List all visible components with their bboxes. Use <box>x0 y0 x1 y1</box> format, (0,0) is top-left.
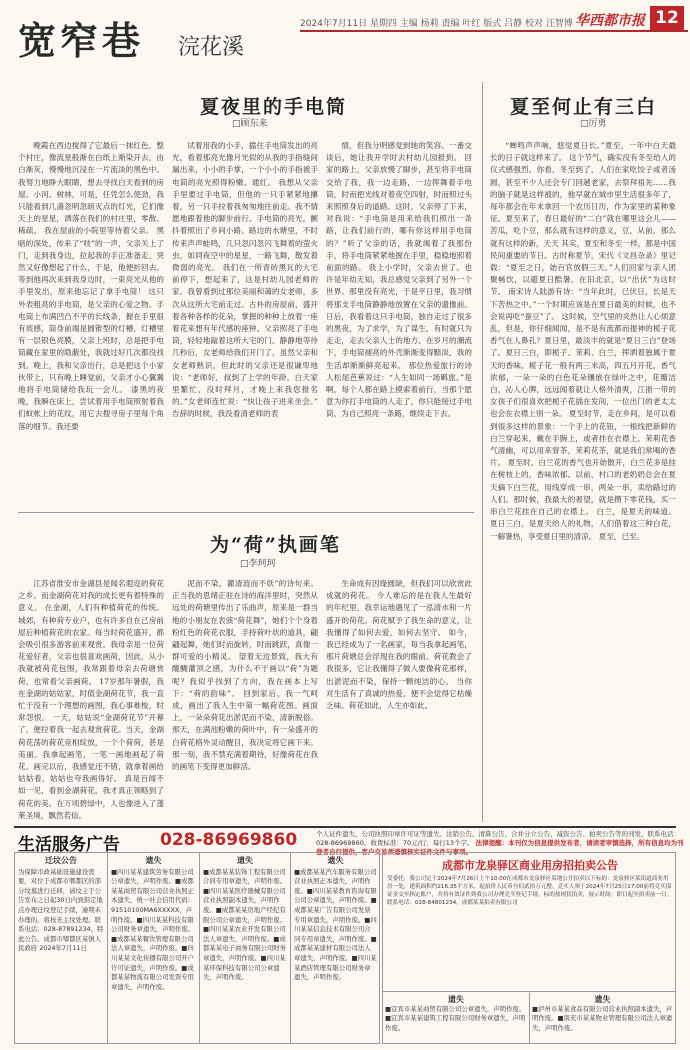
article1-col3-text: 情，但我分明感觉到她的笑容。一番交谈后，她让我开学时去村幼儿园报到。 回家的路上，父亲放慢了脚步，甚至将手电筒交给了我，我一边走路，一边挥舞着手电筒，时而把光线对着夜空四射，时而照过头来照照身后的道路。这时，父亲停了下来，对我说：“手电筒是用来给我们照出一条路，让我们前行的，哪有你这样用手电筒的？”听了父亲的话，我就竭着了我那份手，将手电筒紧紧地握在手里，稳稳地照着前面的路。 我上小学时，父亲去世了。也许是年幼无知，我总感觉父亲到了另外一个世界。那里没有亮光，于是平日里，我习惯将那支手电筒静静地放置在父亲的遗像前。日后，我看着这只手电筒，独自走过了很多的黑夜，为了求学，为了谋生，有时就只为走走，走去父亲人士的地方。在岁月的潮流下，手电筒褪亮的外壳渐渐变得黯淡，我的生活却渐渐鲜亮起来。 那位热爱旅行的诗人松尾芭蕉说过：“人生如同一场羁旅。”是啊，每个人都在路上摸索着前行，当那个愿意为你打手电筒的人走了，你只能接过手电筒，为自己照亮一条路，继续走下去。 <box>326 141 472 419</box>
page-number: 12 <box>650 6 684 30</box>
lost-block-2 <box>529 993 675 1043</box>
article1-col2-text: 试着用我的小手，擋住手电筒发出的亮光，看着那亮光像月光似的从我的手指缝间漏出来，小小的手掌，一个小小的手指被手电筒的亮光照得粉嫩、通红。 我想从父亲手里要过手电筒，但他的一只手紧紧地攥着，另一只手拉着我匆匆地往前走。我不情愿地跟着他的脚步前行。手电筒的亮光，颤抖着照出了乡间小路。路边的水塘里，不时传来声声蛙鸣，几只忽闪忽闪飞舞着的萤火虫，如同夜空中的星星，一路飞舞，散发着微弱的亮光。 我们在一所青砖黑瓦的大宅前停下，想起来了，这是村幼儿园老师的家。我曾看到过那位美丽和蔼的女老师，多次从这所大宅前走过。古朴的房屋前，盛开着各种各样的花朵，掌握的种种上放着一座着花来想有年代感的座钟。父亲照亮了手电筒，轻轻地敲着这所大宅的门。静静地等待几秒后，女老师给我们开门了，虽然父亲和女老师熟识，但此时的父亲还是很谦卑地说：“老师好，叔到了上学的年龄，白天家里繁忙，没时拜月，才晚上来我您报名的。”女老师连忙说：“快让孩子进来坐会。” 告辞的时候，我没看清老师的表 <box>172 141 318 419</box>
auction-notice <box>382 852 676 1044</box>
article3-col1-text: 江苏省淮安市金湖县是闻名遐迩的荷花之乡。而金湖荷花对我的成长更有着特殊的意义。 在金湖，人们有种植荷花的传统。城郊，有种荷专业户，也有许多自在己房前屋后种植荷花的农家。每当时荷花盛开，都会吸引很多游客前来观赏。我母亲是一位荷花爱好者，父亲也很喜欢画荷，因此，从小我就被荷花包围，我常跟着母亲去荷塘赏荷，也常看父亲画荷。 17岁那年暑假，我在金湖的姑姑家，时值金湖荷花节，我一直忙于没有一个理想的画图，我心事难梭，时常怨恨。 一天，姑姑说“金湖荷花节”开幕了，便拉着我一起去观赏荷花。当天，金湖荷花荡的荷花竞相绽放，一个个荷荷，甚是美丽。我拿起画笔，一笔一画地画起了荷花。画完以后，我感觉还不错，就拿着画给姑姑看，姑姑也夸我画得好。 真是百闻不如一见，看到金湖荷花，我才真正领略到了荷花的美。在万顷碧绿中，人也像进入了蓬莱圣境，飘然若仙。 <box>18 579 164 820</box>
masthead-rule <box>300 30 688 32</box>
ad-category: 迁坟公告 <box>45 856 77 865</box>
ad-title: 生活服务广告 <box>18 835 120 855</box>
article1-column-3 <box>326 140 472 498</box>
article1-col1-text: 晚霞在西边搅得了它最后一抹红色，整个村庄，像流星般渐在白纸上渐染开去，由白渐灰，慢慢地沉浸在一片流淡的黑色中。我努力地睁大眼睛，想去寻找白天看到的房屋、小河、树林，可是，任凭怎么使劲，我只能看到几盏忽明忽暗灭点的灯光，它们像天上的星星，洒落在我们的村庄里，零散、稀疏。 我在屋前的小院里等待着父亲。 黑暗的深处，传来了“吱”的一声，父亲关上了门，走到我身边，拉起我的手正准备走，突然又好像想起了什么，于是，他便折回去。等到他再次来到我身边时，一束亮光从他的手里发出，原来他忘记了拿手电筒！ 这只外表粗亮的手电筒，是父亲的心爱之物。手电筒上布满凹凸不平的长线条，握在手里很有质感，筒身前端是圆锥型的灯槽，灯槽里有一层银色亮膜，父亲上班时，总是把手电筒藏在家里的隐蔽处，我就过好几次都没找到。晚上，我和父亲出行，总是把这个小家伙带上，只有晚上睡觉前，父亲才小心翼翼地将手电筒储给我玩一会儿。 漆黑的夜晚，我瞬在床上，尝试着用手电筒照射着我们蚊帐上的花纹，用它去搜寻房子里每个角落的细节。我还要 <box>18 141 164 431</box>
article3-column-2 <box>172 578 318 822</box>
article1-title: 夏夜里的手电筒 <box>200 96 348 118</box>
ad-category: 遗失 <box>237 856 253 865</box>
article2-column-1 <box>490 140 676 820</box>
column-subtitle: 浣花溪 <box>178 35 245 60</box>
lost-text: ■泸州市某某食品有限公司营业执照副本遗失，声明作废。■南充市某某物业管理有限公司法人章遗失，声明作废。 <box>532 1004 673 1032</box>
column-divider <box>482 82 483 822</box>
notice-title: 成都市龙泉驿区商业用房招拍卖公告 <box>442 859 618 872</box>
ad-warning: 法律提醒：本刊仅为信息提供发布者，请读者审慎选择，所有信息均为刊登者自行提供，客户交易须谨慎核实证件文件与事项。 <box>316 839 684 856</box>
article1-byline: □顾东来 <box>232 119 268 129</box>
article2-byline: □厉勇 <box>580 119 607 129</box>
lost-text: ■宜宾市某某商贸有限公司公章遗失，声明作废。■宜宾市某某建筑工程有限公司财务章遗失，声明作废。 <box>385 1004 526 1032</box>
ad-notice-text: 个人证件遗失、公司执照印章许可证等遗失、注销公告、清算公告、合并分立公告、减资公告、拍卖公告等的刊发，联系电话：028-86969860。收费标准：70元/行；每行13个字。 <box>316 830 680 847</box>
article-divider <box>18 512 474 513</box>
masthead <box>0 0 690 62</box>
lost-title: 遗失 <box>594 995 611 1004</box>
ad-column-2 <box>107 853 199 1043</box>
ad-text: ■四川某某建筑劳务有限公司公章遗失，声明作废。■成都某某商贸有限公司营业执照正本遗失，统一社会信用代码：91510100MA6XXXXX，声明作废。■四川某某科技有限公司财务章遗失，声明作废。■成都某某餐饮管理有限公司法人章遗失，声明作废。■四川某某文化传播有限公司开户许可证遗失，声明作废。■成都某某物流有限公司发票专用章遗失，声明作废。 <box>111 867 195 991</box>
article2-title: 夏至何止有三白 <box>510 96 658 118</box>
article1-column-2 <box>172 140 318 498</box>
article3-byline: □李珂珂 <box>240 559 276 569</box>
ad-column-3 <box>199 853 290 1043</box>
ad-divider <box>14 826 676 828</box>
column-name: 宽窄巷 <box>18 18 145 63</box>
edition-line: 2024年7月11日 星期四 主编 杨莉 责编 叶红 版式 吕静 校对 汪智博 <box>300 19 573 29</box>
article3-col3-text: 生命成有因缘圆缺，但我们可以欣赏此成就的荷花。 今人难忘的是在我人生最好的年纪里，我幸运地遇见了一泓清水和一片盛开的荷花。荷花赋予了我生命的意义，让我懂得了如何去爱，如何去坚守。 如今，我已经成为了一名画家，每当我拿起画笔，那片荷塘总会浮现在我的眼前。荷花教会了我很多，它让我懂得了做人要像荷花那样，出淤泥而不染，保持一颗纯洁的心。 当你对生活有了真诚的热爱，便不会觉得它枯燥乏味。荷花如此，人生亦如此。 <box>326 579 472 711</box>
paper-name: 华西都市报 <box>575 13 645 29</box>
ad-phone: 028-86969860 <box>160 830 298 850</box>
classified-ads <box>14 852 380 1044</box>
ad-text: ■成都某某汽车服务有限公司营业执照正本遗失，声明作废。■四川某某教育咨询有限公司公章遗失，声明作废。■成都某某广告有限公司发票专用章遗失，声明作废。■四川某某信息技术有限公司合同专用章遗失，声明作废。■成都某某建材有限公司法人章遗失，声明作废。■四川某某酒店管理有限公司财务章遗失，声明作废。 <box>294 867 377 982</box>
lost-block-1 <box>383 993 529 1043</box>
article1-column-1 <box>18 140 164 498</box>
ad-category: 遗失 <box>327 856 344 865</box>
ad-text: 为保障市政基础设施建设需要，对位于成都市郫都区的部分坟墓进行迁移，请坟主于公告发布之日起30日内到指定地点办理迁坟登记手续，逾期未办理的，将按无主坟处理。联系电话：028-87891234。特此公告。成都市郫都区某镇人民政府 2024年7月11日 <box>18 867 104 953</box>
lost-title: 遗失 <box>448 995 464 1004</box>
ad-category: 遗失 <box>145 856 162 865</box>
ad-text: ■成都某某装饰工程有限公司合同专用章遗失，声明作废。■四川某某医疗器械有限公司营业执照副本遗失，声明作废。■成都某某房地产经纪有限公司公章遗失，声明作废。■四川某某农业开发有限公司法人章遗失，声明作废。■成都某某电子商务有限公司财务章遗失，声明作废。■四川某某环保科技有限公司公章遗失，声明作废。 <box>203 867 287 982</box>
article3-column-3 <box>326 578 472 822</box>
notice-divider <box>383 991 675 992</box>
ad-column-4 <box>290 853 380 1043</box>
ad-header <box>14 830 684 856</box>
notice-body: 受委托，我公司定于2024年7月26日上午10:00在成都市龙泉驿区某地公开拍卖以下标的：龙泉驿区某街道商业用房一处，建筑面积约216.35平方米，起拍价人民币叁佰贰拾万元整。竞买人须于2024年7月25日17:00前将竞买保证金交至指定账户，并持有效证件到我公司办理竞买登记手续。标的按现状拍卖，展示时间：即日起至拍卖前一日。联系电话：028-84801234。成都某某拍卖有限公司 <box>387 876 673 906</box>
ad-column-1 <box>15 853 107 1043</box>
article2-col1-text: “蝉鸣声声响，悠觉夏日长。”夏至，一年中白天最长的日子就这样来了。 这个节气，确实没有冬至给人的仪式感强烈。你看，冬至到了，人们在家吃饺子或者汤圆，甚至不少人还会专门回趟老家，去祭拜祖先……我的脑子就是这样被的，他早就在城市里生活很多年了，每年都会在年末拿回一个农历日历，作为家里的某种象征。夏至来了，春日最好的“二白”就在哪里这会儿——苦瓜，吃个豆，那么就有这样的意义，豆，从前，那么就有这样的新，天天 其实，夏至和冬至一样，都是中国民间重要的节日。古时称夏节，宋代《文昌杂录》里记载：“夏至之日，始百官放假三天。”人们回家与亲人团聚畅饮，以避夏日酷暑。在旧北京，以“出伏”为这时节。 南宋诗人陆游有诗：“当年此时，已伏日，长是天下苦热之中。”一个时期应该是在夏日最美的时候，也不会说再吃“蚕豆”了。 这时候，空气里的炎热让人心烦意乱，但是，你仔细闻闻，是不是有流都而提神的栀子花香气在人鼻孔？夏日里，最淡丰的就是“夏日三白”登场了。夏日三白，即栀子、茉莉、白兰，挥洒着独属于夏天的香味。栀子花一般有两三米高，四五月开花，香气浓郁，一朵一朵的白色花朵镶嵌在绿叶之中，花瓣洁白，沁人心脾，远远闻着就让人格外清爽，江浙一带的女孩子们很喜欢把栀子花插在发间，一位出门的老太太也会在衣襟上别一朵。 夏至时节，走在乡间，是可以看到很多这样的景象：一个手上的花钮，一根线把新鲜的白兰穿起来，戴在手腕上，或者挂在衣襟上。茉莉花香气清幽，可以用来窨茶，茉莉花茶，就是我们常喝的香片。 夏至时，白兰花的香气也开始散开，白兰花多是挂在树枝上的，香味浓郁。以前，村口的老奶奶总会在夏天摘下白兰花，用线穿成一串，两朵一串，卖给路过的人们。那时候，我最大的奢望，就是攒下零花钱，买一串白兰花挂在自己的衣襟上。 白兰，是夏天的味道。 夏日三白，是夏天给人的礼物，人们借着这三种白花，一解暑热，享受夏日里的清凉。 夏至，已至。 <box>490 141 676 541</box>
article3-column-1 <box>18 578 164 822</box>
article3-col2-text: 泥而不染，濯清涟而不妖”的诗句来。 正当我的思绪正驻在诗的海洋里时，突然从远处的荷塘里传出了乐曲声，原来是一群当地的小朋友在表演“荷花舞”，她们个个身着粉红色的荷花衣服，手持荷叶状的道具，翩翩起舞，她们时而旋转，时而跳跃，真像一群可爱的小精灵。 望着无边景致，我大有醍醐灌顶之感，为什么不于画以“荷”为题呢？我似乎找到了方向，我在画本上写下：“荷的韵味”。 回到家后，我一气呵成，画出了我人生中第一幅荷花图。画面上，一朵朵荷花出淤泥而不染，清新脱俗。 那天，在满池粉嫩的荷叶中，有一朵盛开的白荷花格外灵动醒目，我决定将它画下来。 那一刻，我不禁充满着期待，好像荷花在我的画笔下变得更加鲜活。 <box>172 579 318 772</box>
article3-title: 为“荷”执画笔 <box>210 534 341 556</box>
